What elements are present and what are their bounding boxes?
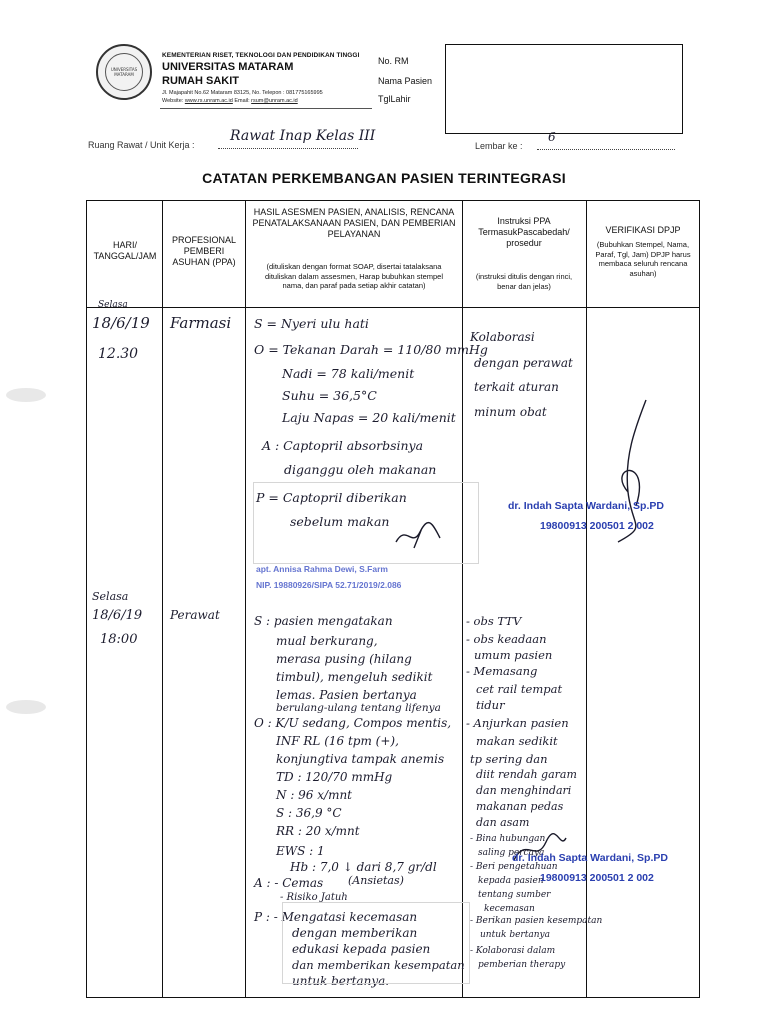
entry1-soap-2: O = Tekanan Darah = 110/80 mmHg <box>254 342 488 357</box>
entry2-soap-2: mual berkurang, <box>276 634 378 648</box>
header-instruksi-note: (instruksi ditulis dengan rinci, benar dan jelas) <box>475 272 573 291</box>
entry2-instr-17: kepada pasien <box>478 876 544 886</box>
stamp-placeholder-box-2 <box>282 902 470 984</box>
dpjp-signature-2 <box>510 830 570 870</box>
entry2-soap-20: dengan memberikan <box>292 926 418 940</box>
entry1-time: 12.30 <box>98 346 139 362</box>
entry2-instr-15: saling percaya <box>478 848 545 858</box>
university-name: UNIVERSITAS MATARAM <box>162 61 294 73</box>
entry1-instr-3: terkait aturan <box>474 380 559 394</box>
entry2-soap-22: dan memberikan kesempatan <box>292 958 465 972</box>
email-label: Email: <box>232 98 252 104</box>
patient-identity-box[interactable] <box>445 44 683 134</box>
entry2-instr-23: pemberian therapy <box>478 960 566 970</box>
entry2-soap-6: berulang-ulang tentang lifenya <box>276 702 441 714</box>
col-divider-3 <box>462 200 463 998</box>
hospital-name: RUMAH SAKIT <box>162 75 239 87</box>
ruang-rawat-label: Ruang Rawat / Unit Kerja : <box>88 140 195 150</box>
entry2-soap-9: konjungtiva tampak anemis <box>276 752 445 766</box>
lembar-label: Lembar ke : <box>475 141 523 151</box>
entry2-instr-4: - Memasang <box>466 664 538 678</box>
hospital-contact <box>162 98 298 104</box>
entry1-instr-1: Kolaborasi <box>470 330 535 344</box>
stamp-placeholder-box <box>253 482 479 564</box>
entry2-soap-14: EWS : 1 <box>276 844 325 858</box>
header-hasil-asesmen: HASIL ASESMEN PASIEN, ANALISIS, RENCANA PENATALAKSANAAN PASIEN, DAN PEMBERIAN PELAYANAN <box>252 207 456 239</box>
col-divider-2 <box>245 200 246 998</box>
header-hari-tanggal: HARI/ TANGGAL/JAM <box>93 240 157 261</box>
entry2-instr-6: tidur <box>476 698 505 712</box>
entry2-instr-1: - obs TTV <box>466 614 522 628</box>
logo-text: UNIVERSITAS MATARAM <box>110 67 138 77</box>
entry2-instr-19: kecemasan <box>484 904 535 914</box>
entry2-date: 18/6/19 <box>92 608 143 623</box>
entry1-soap-4: Suhu = 36,5°C <box>282 388 377 403</box>
website-link[interactable]: www.rs.unram.ac.id <box>184 98 233 104</box>
entry2-instr-5: cet rail tempat <box>476 682 563 696</box>
header-verifikasi: VERIFIKASI DPJP <box>605 225 681 235</box>
entry2-soap-11: N : 96 x/mnt <box>276 788 352 802</box>
entry1-date: 18/6/19 <box>92 314 150 332</box>
header-hasil-asesmen-note: (dituliskan dengan format SOAP, disertai tatalaksana dituliskan dalam assesmen, Harap bubuhkan stempel nama, dan paraf pada setiap akhir catatan) <box>264 262 443 290</box>
entry2-soap-13: RR : 20 x/mnt <box>276 824 360 838</box>
website-label: Website: <box>162 98 185 104</box>
punch-hole-bottom <box>6 700 46 714</box>
entry1-soap-8: P = Captopril diberikan <box>256 490 407 505</box>
entry2-soap-12: S : 36,9 °C <box>276 806 342 820</box>
dpjp-stamp-name-1: dr. Indah Sapta Wardani, Sp.PD <box>508 500 664 512</box>
ruang-rawat-value[interactable]: Rawat Inap Kelas III <box>230 128 376 144</box>
entry1-ppa: Farmasi <box>170 314 232 332</box>
entry2-instr-2: - obs keadaan <box>466 632 547 646</box>
hospital-logo <box>96 44 152 100</box>
pharmacist-stamp-name: apt. Annisa Rahma Dewi, S.Farm <box>256 564 388 574</box>
entry2-instr-9: tp sering dan <box>470 752 548 766</box>
entry2-instr-7: - Anjurkan pasien <box>466 716 569 730</box>
entry2-instr-11: dan menghindari <box>476 784 572 797</box>
entry1-soap-5: Laju Napas = 20 kali/menit <box>282 410 456 425</box>
col-divider-1 <box>162 200 163 998</box>
pharmacist-stamp-nip: NIP. 19880926/SIPA 52.71/2019/2.086 <box>256 580 402 590</box>
dpjp-stamp-nip-1: 19800913 200501 2 002 <box>540 520 654 532</box>
tgl-lahir-label: TglLahir <box>378 94 411 104</box>
entry2-soap-1: S : pasien mengatakan <box>254 614 393 628</box>
entry2-soap-3: merasa pusing (hilang <box>276 652 412 666</box>
entry2-instr-3: umum pasien <box>474 648 553 662</box>
dpjp-stamp-name-2: dr. Indah Sapta Wardani, Sp.PD <box>512 852 668 864</box>
entry2-soap-8: INF RL (16 tpm (+), <box>276 734 399 748</box>
entry2-ppa: Perawat <box>170 608 220 622</box>
entry1-day: Selasa <box>98 300 128 310</box>
entry2-instr-13: dan asam <box>476 816 530 829</box>
entry2-time: 18:00 <box>100 632 138 647</box>
nama-pasien-label: Nama Pasien <box>378 76 433 86</box>
entry2-instr-8: makan sedikit <box>476 734 558 748</box>
ministry-name: KEMENTERIAN RISET, TEKNOLOGI DAN PENDIDIKAN TINGGI <box>162 52 360 59</box>
entry2-soap-4: timbul), mengeluh sedikit <box>276 670 433 684</box>
page-title: CATATAN PERKEMBANGAN PASIEN TERINTEGRASI <box>202 170 566 186</box>
email-link[interactable]: rsum@unram.ac.id <box>251 98 298 104</box>
entry2-instr-16: - Beri pengetahuan <box>470 862 558 872</box>
entry2-instr-18: tentang sumber <box>478 890 551 900</box>
entry1-soap-6: A : Captopril absorbsinya <box>262 438 424 453</box>
entry1-instr-4: minum obat <box>474 405 547 419</box>
entry2-soap-10: TD : 120/70 mmHg <box>276 770 393 784</box>
header-verifikasi-note: (Bubuhkan Stempel, Nama, Paraf, Tgl, Jam) DPJP harus membaca seluruh rencana asuhan) <box>595 240 691 278</box>
dpjp-stamp-nip-2: 19800913 200501 2 002 <box>540 872 654 884</box>
entry1-instr-2: dengan perawat <box>474 356 573 370</box>
entry2-soap-23: untuk bertanya. <box>292 974 390 988</box>
entry1-soap-1: S = Nyeri ulu hati <box>254 316 369 331</box>
header-ppa: PROFESIONAL PEMBERI ASUHAN (PPA) <box>171 235 236 267</box>
entry2-soap-19: P : - Mengatasi kecemasan <box>254 910 418 924</box>
ruang-rawat-line <box>218 148 358 149</box>
hospital-address: Jl. Majapahit No.62 Mataram 83125, No. Telepon : 081775165995 <box>162 90 323 96</box>
entry2-instr-21: untuk bertanya <box>480 930 550 940</box>
entry2-instr-10: diit rendah garam <box>476 768 577 781</box>
entry2-soap-16: (Ansietas) <box>348 874 404 887</box>
entry2-instr-14: - Bina hubungan <box>470 834 546 844</box>
header-row-divider <box>86 307 700 308</box>
entry1-soap-9: sebelum makan <box>290 514 390 529</box>
entry2-day: Selasa <box>92 590 129 603</box>
header-instruksi: Instruksi PPA TermasukPascabedah/ prosedur <box>478 216 570 248</box>
entry2-soap-18: - Risiko Jatuh <box>280 892 348 903</box>
lembar-line <box>537 149 675 150</box>
entry2-soap-21: edukasi kepada pasien <box>292 942 431 956</box>
entry1-soap-7: diganggu oleh makanan <box>284 462 437 477</box>
entry2-soap-5: lemas. Pasien bertanya <box>276 688 417 702</box>
no-rm-label: No. RM <box>378 56 409 66</box>
punch-hole-top <box>6 388 46 402</box>
entry2-instr-20: - Berikan pasien kesempatan <box>470 916 603 926</box>
entry2-instr-22: - Kolaborasi dalam <box>470 946 556 956</box>
entry2-soap-7: O : K/U sedang, Compos mentis, <box>254 716 452 730</box>
entry2-soap-15: Hb : 7,0 ↓ dari 8,7 gr/dl <box>290 860 437 874</box>
entry2-instr-12: makanan pedas <box>476 800 564 813</box>
entry1-signature <box>392 518 444 554</box>
entry1-soap-3: Nadi = 78 kali/menit <box>282 366 415 381</box>
header-rule <box>160 108 372 109</box>
logo-emblem <box>105 53 143 91</box>
lembar-value[interactable]: 6 <box>548 130 556 144</box>
entry2-soap-17: A : - Cemas <box>254 876 324 890</box>
